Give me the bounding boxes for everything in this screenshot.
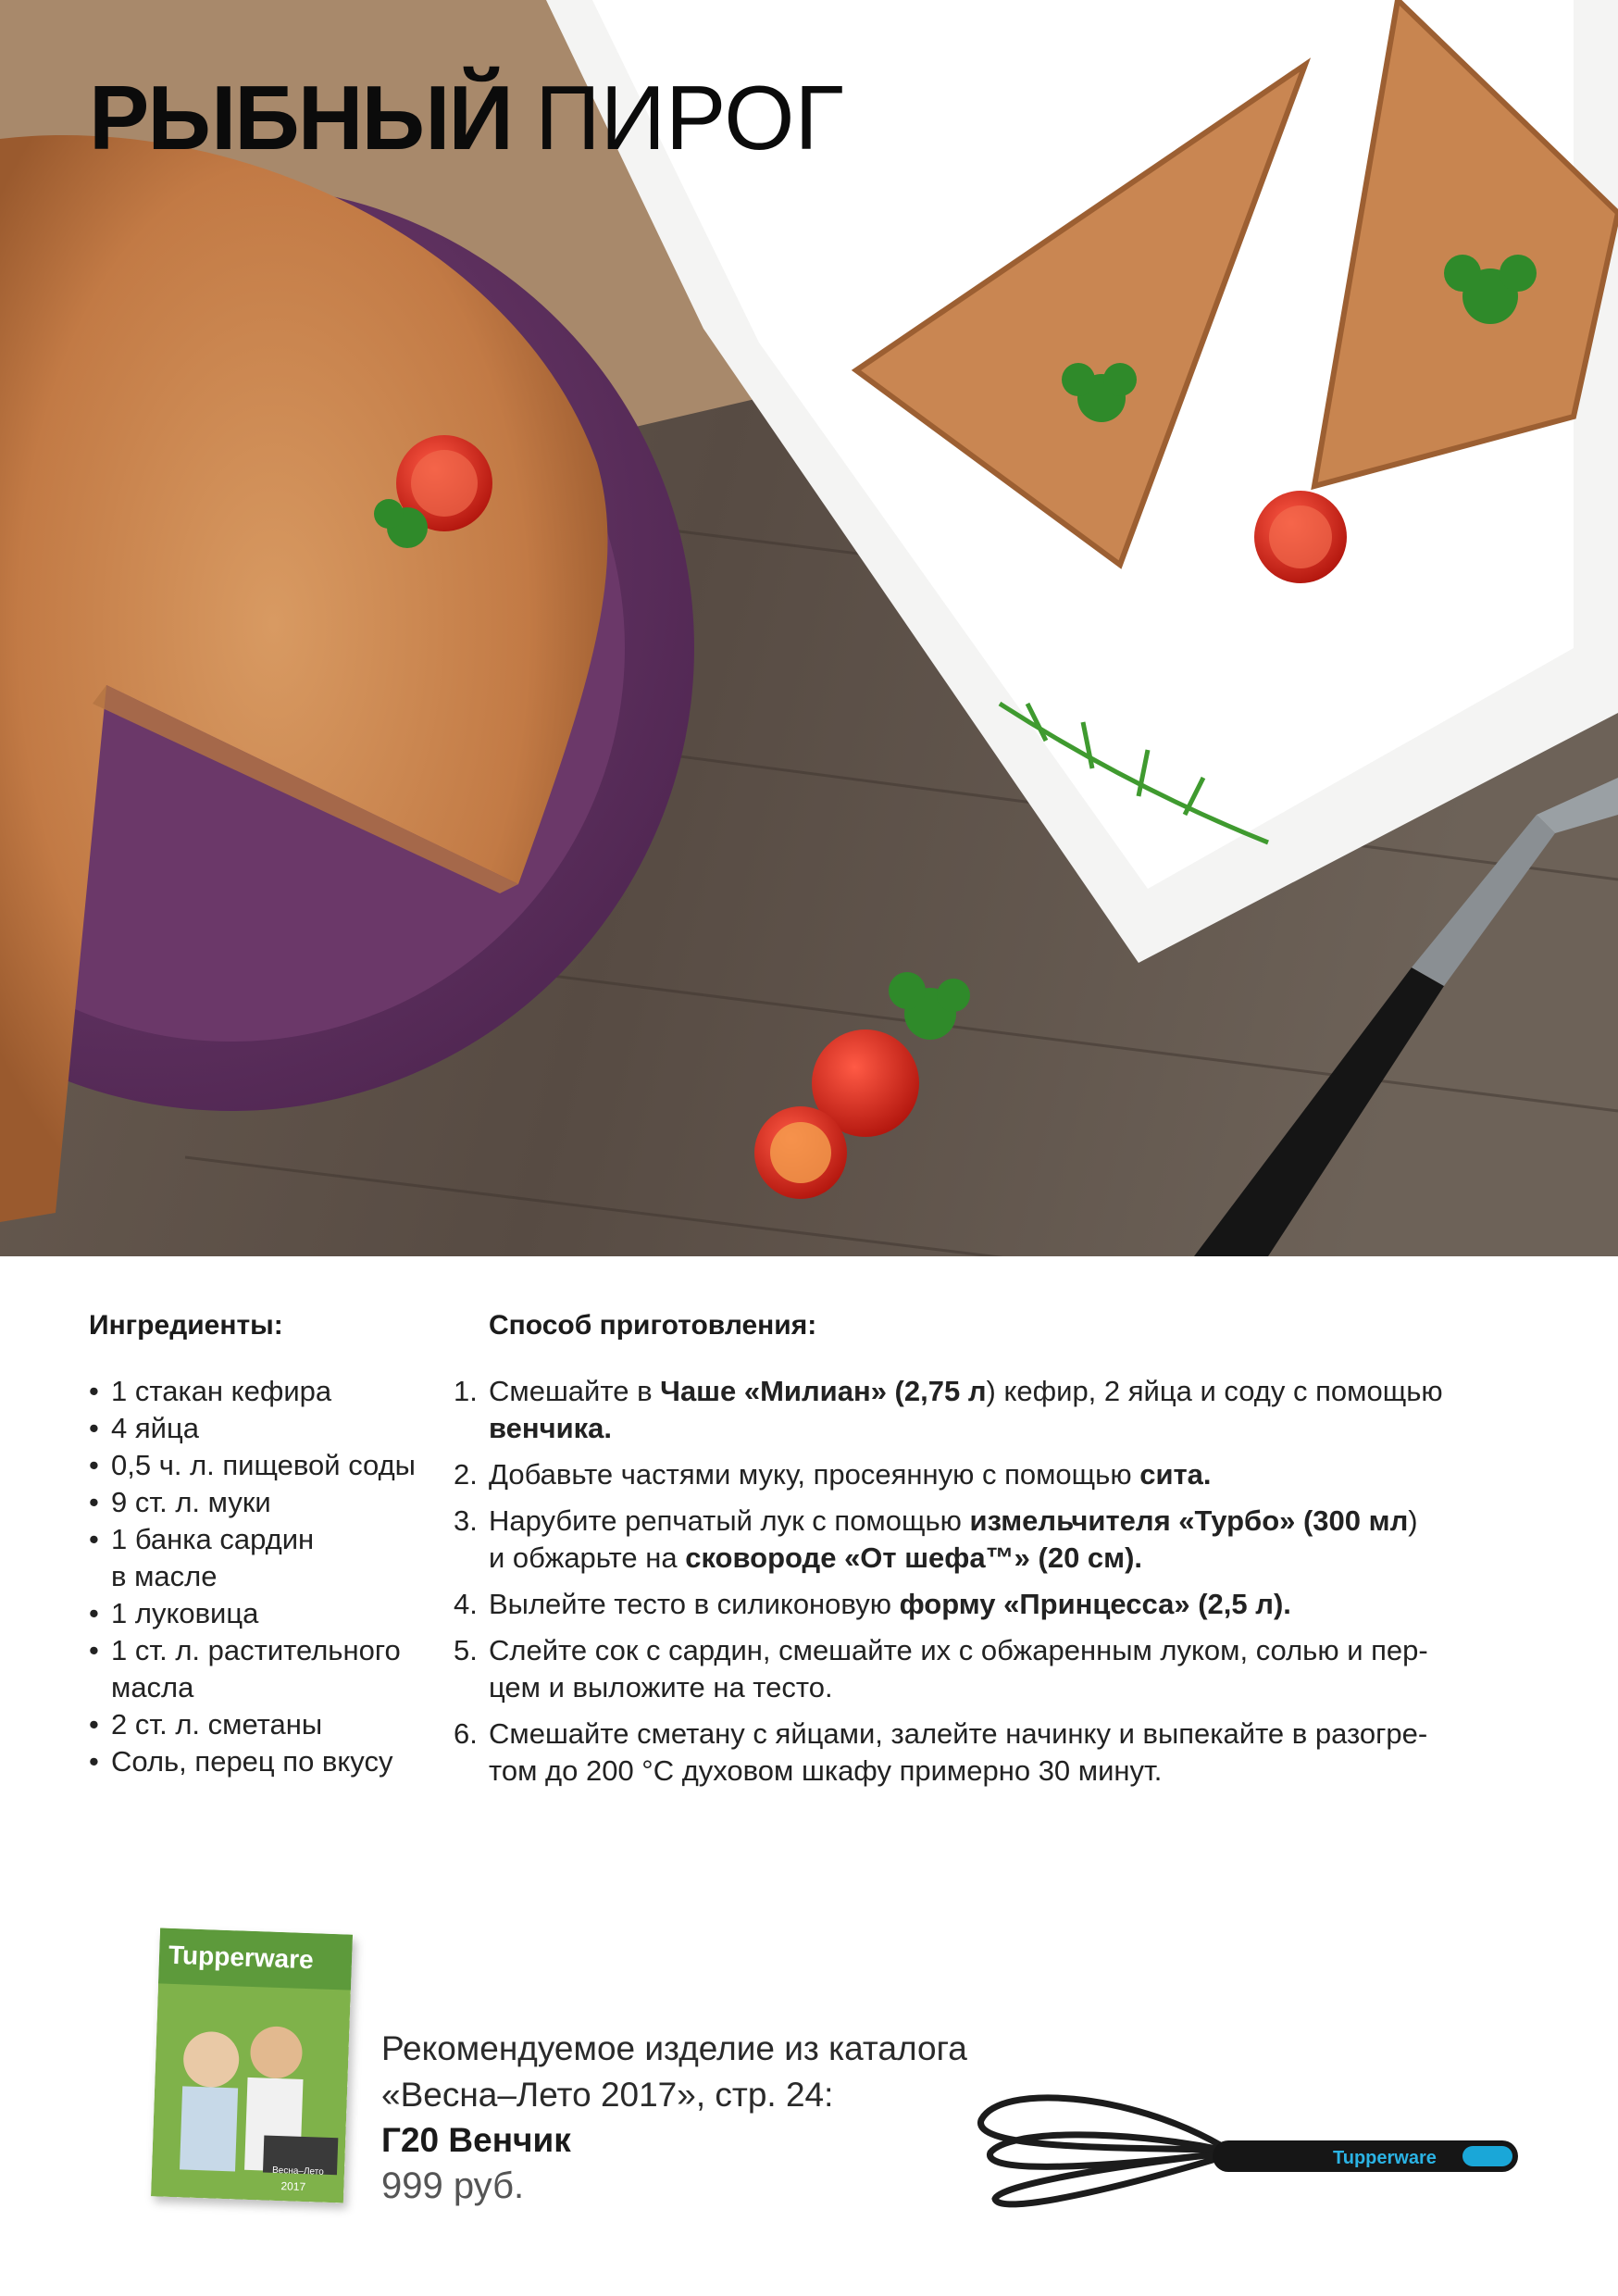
ingredient-text: в масле — [111, 1560, 218, 1592]
step-text: ) кефир, 2 яйца и соду с помощью — [986, 1375, 1443, 1407]
ingredient-item — [89, 1743, 441, 1780]
step-text: том до 200 °C духовом шкафу примерно 30 минут. — [489, 1754, 1163, 1787]
step-text: Вылейте тесто в силиконовую — [489, 1588, 900, 1620]
ingredient-text: масла — [111, 1671, 194, 1703]
bullet: • — [89, 1449, 99, 1481]
step-text-bold: венчика. — [489, 1412, 613, 1444]
promo-line-2: «Весна–Лето 2017», стр. 24: — [381, 2076, 834, 2114]
bullet: • — [89, 1523, 99, 1555]
step-number: 2. — [454, 1458, 478, 1491]
method-section — [454, 1310, 1537, 1799]
whisk-loops — [980, 2098, 1222, 2204]
step-text: Смешайте сметану с яйцами, залейте начинку и выпекайте в разогре- — [489, 1717, 1428, 1750]
ingredient-text: 1 банка сардин — [111, 1523, 315, 1555]
ingredient-item — [89, 1632, 441, 1669]
ingredient-text: Соль, перец по вкусу — [111, 1745, 393, 1778]
promo-product: Г20 Венчик — [381, 2121, 571, 2159]
step-item — [454, 1716, 1537, 1790]
bullet: • — [89, 1486, 99, 1518]
catalog-brand: Tupperware — [168, 1940, 315, 1975]
ingredient-text: 2 ст. л. сметаны — [111, 1708, 323, 1741]
ingredient-item — [89, 1595, 441, 1632]
page-title — [89, 67, 844, 168]
ingredient-text: 9 ст. л. муки — [111, 1486, 271, 1518]
step-number: 3. — [454, 1504, 478, 1537]
step-item — [454, 1456, 1537, 1493]
step-item — [454, 1373, 1537, 1447]
promo-line-1: Рекомендуемое изделие из каталога — [381, 2029, 967, 2067]
step-item — [454, 1586, 1537, 1623]
step-text: Добавьте частями муку, просеянную с помощью — [489, 1458, 1140, 1491]
promo-price: 999 руб. — [381, 2165, 525, 2206]
ingredient-item — [89, 1484, 441, 1521]
ingredient-text: 1 ст. л. растительного — [111, 1634, 401, 1666]
step-text: цем и выложите на тесто. — [489, 1671, 833, 1703]
step-text: и обжарьте на — [489, 1541, 686, 1574]
step-text-bold: сита. — [1139, 1458, 1212, 1491]
step-text-bold: форму «Принцесса» (2,5 л). — [899, 1588, 1291, 1620]
ingredient-item — [89, 1558, 441, 1595]
steps-list — [454, 1373, 1537, 1790]
catalog-cover — [151, 1928, 353, 2202]
bullet: • — [89, 1708, 99, 1741]
ingredient-text: 4 яйца — [111, 1412, 199, 1444]
step-text-bold: Чаше «Милиан» (2,75 л — [660, 1375, 987, 1407]
ingredient-text: 1 стакан кефира — [111, 1375, 332, 1407]
promo-block — [381, 2026, 1029, 2209]
step-text-bold: измельчителя «Турбо» (300 мл — [969, 1504, 1409, 1537]
title-bold: РЫБНЫЙ — [89, 67, 512, 168]
step-text: Нарубите репчатый лук с помощью — [489, 1504, 970, 1537]
ingredient-text: 0,5 ч. л. пищевой соды — [111, 1449, 416, 1481]
ingredient-item — [89, 1706, 441, 1743]
step-item — [454, 1632, 1537, 1706]
step-number: 6. — [454, 1717, 478, 1750]
ingredients-section — [89, 1310, 441, 1780]
bullet: • — [89, 1412, 99, 1444]
step-number: 4. — [454, 1588, 478, 1620]
title-light: ПИРОГ — [535, 67, 844, 168]
bullet: • — [89, 1597, 99, 1629]
ingredient-item — [89, 1669, 441, 1706]
ingredients-list — [89, 1373, 441, 1780]
ingredients-heading: Ингредиенты: — [89, 1310, 283, 1341]
ingredient-item — [89, 1447, 441, 1484]
bullet: • — [89, 1745, 99, 1778]
step-number: 5. — [454, 1634, 478, 1666]
step-text: Слейте сок с сардин, смешайте их с обжаренным луком, солью и пер- — [489, 1634, 1428, 1666]
bullet: • — [89, 1634, 99, 1666]
step-item — [454, 1503, 1537, 1577]
ingredient-item — [89, 1521, 441, 1558]
step-number: 1. — [454, 1375, 478, 1407]
whisk-brand: Tupperware — [1333, 2148, 1437, 2168]
ingredient-item — [89, 1373, 441, 1410]
ingredient-item — [89, 1410, 441, 1447]
step-text-bold: сковороде «От шефа™» (20 см). — [685, 1541, 1143, 1574]
method-heading: Способ приготовления: — [489, 1310, 817, 1341]
bullet: • — [89, 1375, 99, 1407]
catalog-season: Весна–Лето — [271, 2165, 324, 2177]
step-text: Смешайте в — [489, 1375, 661, 1407]
ingredient-text: 1 луковица — [111, 1597, 259, 1629]
step-text: ) — [1408, 1504, 1418, 1537]
whisk-product-image — [963, 2074, 1537, 2231]
catalog-year: 2017 — [280, 2179, 306, 2194]
